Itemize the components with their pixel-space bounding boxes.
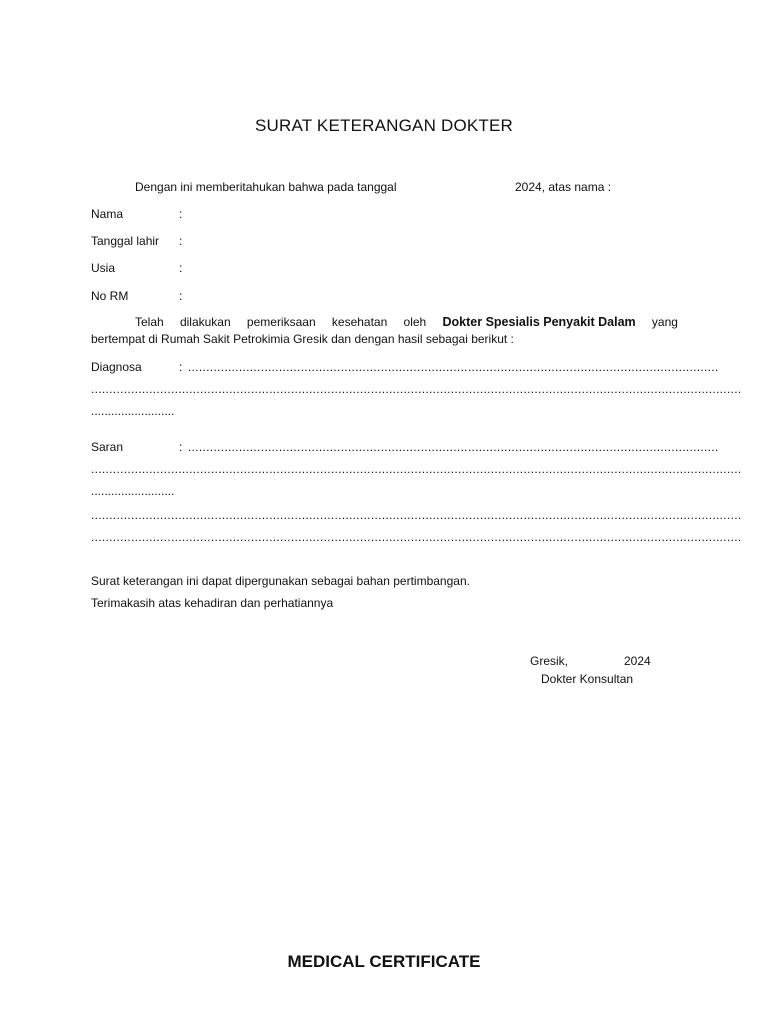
diagnosa-dots-line1: .................................................................................................................................................. xyxy=(188,360,719,374)
exam-word: dilakukan xyxy=(179,315,231,329)
field-label-no-rm: No RM xyxy=(91,289,129,303)
saran-colon: : xyxy=(179,440,183,454)
saran-dots-line5: ................................................................................................................................................................................... xyxy=(91,530,742,544)
field-colon-no-rm: : xyxy=(179,289,183,303)
exam-word: kesehatan xyxy=(331,315,388,329)
saran-dots-line1: .................................................................................................................................................. xyxy=(188,440,719,454)
field-colon-usia: : xyxy=(179,261,183,275)
closing-line2: Terimakasih atas kehadiran dan perhatiannya xyxy=(91,596,334,610)
saran-dots-line3: ......................... xyxy=(91,484,175,498)
field-colon-nama: : xyxy=(179,207,183,221)
signature-role: Dokter Konsultan xyxy=(541,672,634,686)
diagnosa-dots-line2: ................................................................................................................................................................................... xyxy=(91,382,742,396)
exam-paragraph-line2: bertempat di Rumah Sakit Petrokimia Gresik dan dengan hasil sebagai berikut : xyxy=(91,332,514,346)
signature-place: Gresik, xyxy=(530,654,569,668)
intro-date-suffix: 2024, atas nama : xyxy=(515,180,612,194)
document-title: SURAT KETERANGAN DOKTER xyxy=(254,116,514,135)
field-colon-tanggal-lahir: : xyxy=(179,234,183,248)
doctor-specialty: Dokter Spesialis Penyakit Dalam xyxy=(442,315,636,329)
field-label-usia: Usia xyxy=(91,261,116,275)
intro-text: Dengan ini memberitahukan bahwa pada tanggal xyxy=(135,180,397,194)
exam-word: pemeriksaan xyxy=(246,315,316,329)
exam-word: Telah xyxy=(135,315,164,329)
diagnosa-colon: : xyxy=(179,360,183,374)
exam-word: yang xyxy=(651,315,678,329)
closing-line1: Surat keterangan ini dapat dipergunakan sebagai bahan pertimbangan. xyxy=(91,574,470,588)
exam-word: oleh xyxy=(403,315,427,329)
signature-year: 2024 xyxy=(624,654,651,668)
saran-dots-line4: ................................................................................................................................................................................... xyxy=(91,508,742,522)
exam-paragraph-line1 xyxy=(135,314,678,330)
saran-dots-line2: ................................................................................................................................................................................... xyxy=(91,462,742,476)
saran-label: Saran xyxy=(91,440,124,454)
field-label-tanggal-lahir: Tanggal lahir xyxy=(91,234,160,248)
field-label-nama: Nama xyxy=(91,207,124,221)
diagnosa-label: Diagnosa xyxy=(91,360,142,374)
diagnosa-dots-line3: ......................... xyxy=(91,404,175,418)
footer-title: MEDICAL CERTIFICATE xyxy=(287,952,481,971)
